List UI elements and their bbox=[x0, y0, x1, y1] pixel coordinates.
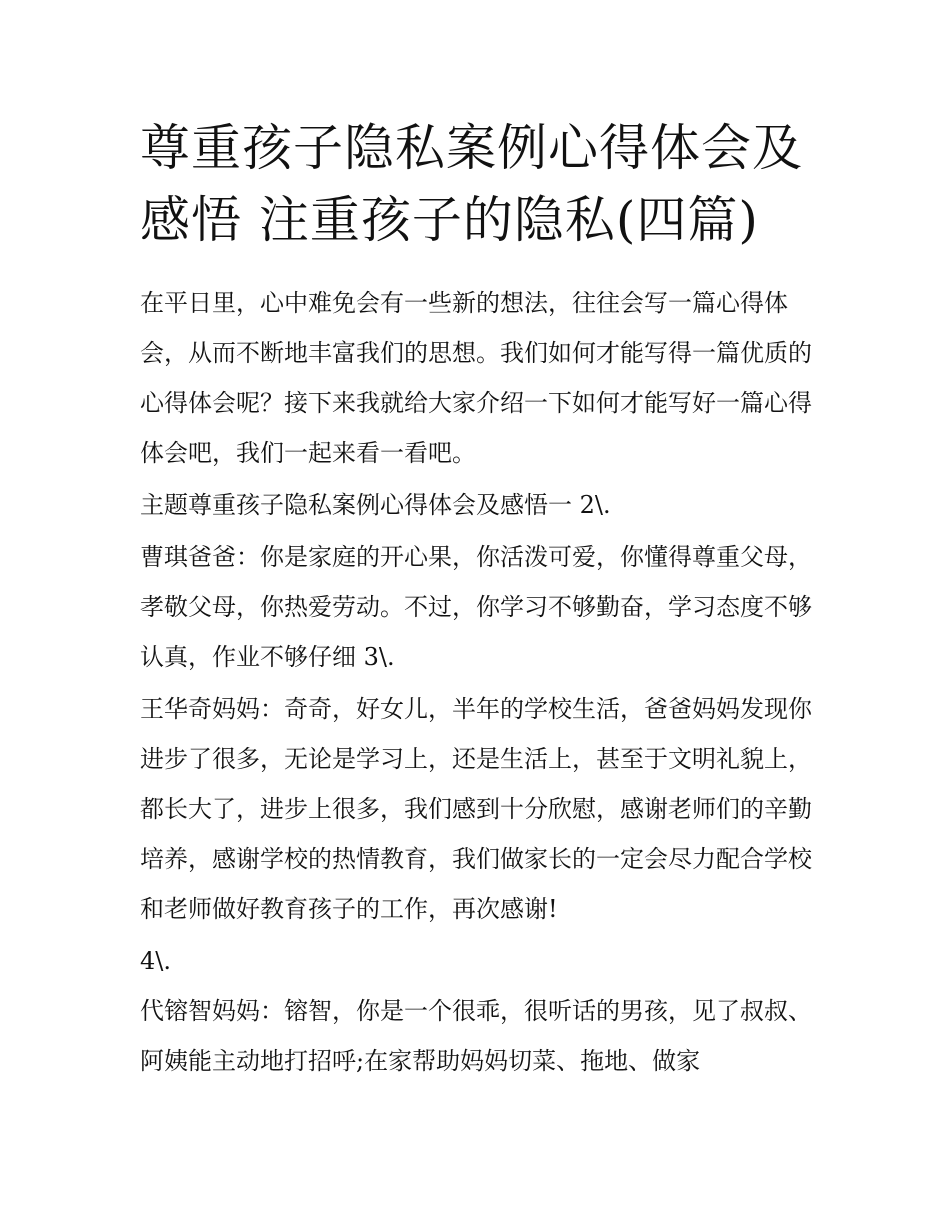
document-title bbox=[140, 112, 840, 256]
paragraph-section-number: 4\. bbox=[140, 947, 171, 975]
document-title-line-1: 尊重孩子隐私案例心得体会及 bbox=[140, 119, 803, 177]
paragraph-cao-qi-father: 曹琪爸爸：你是家庭的开心果，你活泼可爱，你懂得尊重父母，孝敬父母，你热爱劳动。不过，你学习不够勤奋，学习态度不够认真，作业不够仔细 3\. bbox=[140, 543, 812, 671]
document-title-line-2: 感悟 注重孩子的隐私(四篇) bbox=[140, 191, 759, 249]
paragraph-wang-huaqi-mother: 王华奇妈妈：奇奇，好女儿，半年的学校生活，爸爸妈妈发现你进步了很多，无论是学习上，还是生活上，甚至于文明礼貌上，都长大了，进步上很多，我们感到十分欣慰，感谢老师们的辛勤培养，感谢学校的热情教育，我们做家长的一定会尽力配合学校和老师做好教育孩子的工作，再次感谢! bbox=[140, 695, 812, 923]
paragraph-topic-heading: 主题尊重孩子隐私案例心得体会及感悟一 2\. bbox=[140, 491, 611, 519]
paragraph-intro: 在平日里，心中难免会有一些新的想法，往往会写一篇心得体会，从而不断地丰富我们的思想。我们如何才能写得一篇优质的心得体会呢？接下来我就给大家介绍一下如何才能写好一篇心得体会吧，我们一起来看一看吧。 bbox=[140, 289, 812, 467]
document-body bbox=[140, 278, 820, 1088]
paragraph-dai-rongzhi-mother: 代镕智妈妈：镕智，你是一个很乖，很听话的男孩，见了叔叔、阿姨能主动地打招呼;在家帮助妈妈切菜、拖地、做家 bbox=[140, 997, 812, 1075]
